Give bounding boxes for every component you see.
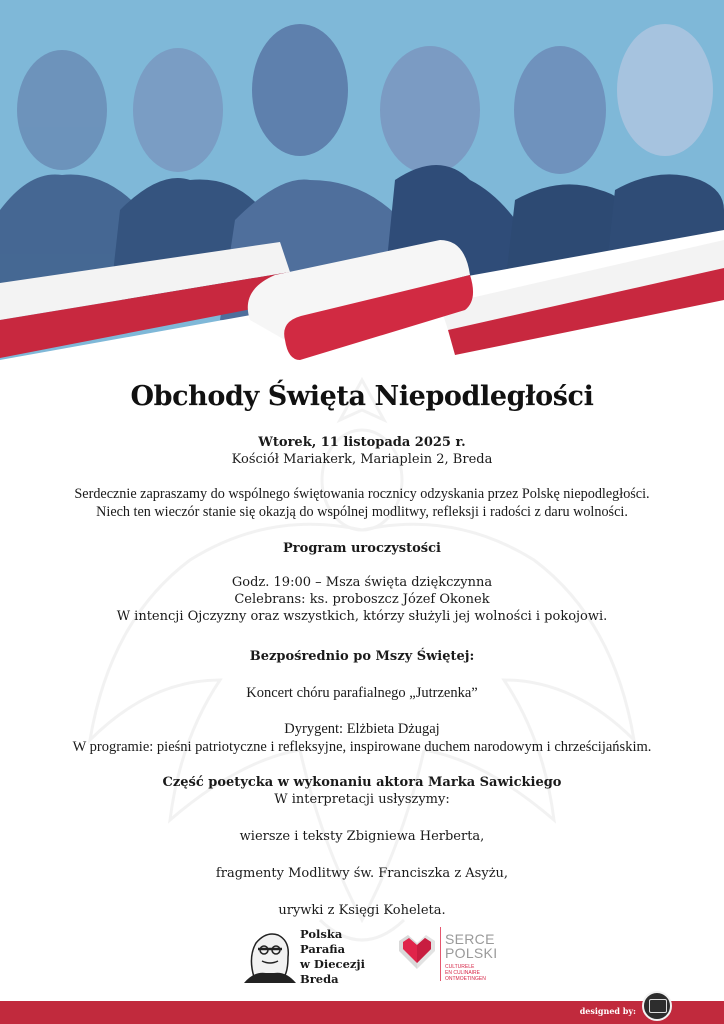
intro-line: Serdecznie zapraszamy do wspólnego świętowania rocznicy odzyskania przez Polskę niepodległości. <box>74 486 650 502</box>
program-heading: Program uroczystości <box>283 541 441 556</box>
poster-content <box>0 372 724 919</box>
serce-sub-line: ONTMOETINGEN <box>445 976 486 982</box>
event-location: Kościół Mariakerk, Mariaplein 2, Breda <box>231 452 493 467</box>
hero-banner <box>0 0 724 370</box>
page-title: Obchody Święta Niepodległości <box>130 381 594 412</box>
designer-badge-icon <box>642 991 672 1021</box>
intro-line: Niech ten wieczór stanie się okazją do wspólnej modlitwy, refleksji i radości z daru wolności. <box>96 504 628 520</box>
parish-name-line: Breda <box>300 972 339 986</box>
mass-line: W intencji Ojczyzny oraz wszystkich, którzy służyli jej wolności i pokojowi. <box>116 609 608 624</box>
poetry-intro: W interpretacji usłyszymy: <box>274 792 450 807</box>
designed-by-label: designed by: <box>579 1006 636 1016</box>
logo-divider <box>440 927 441 981</box>
mass-details <box>0 574 724 625</box>
serce-sub-line: CULTURELE <box>445 964 475 970</box>
serce-polski-title <box>445 932 497 960</box>
parish-portrait-logo <box>244 927 296 983</box>
concert-line: Koncert chóru parafialnego „Jutrzenka” <box>246 685 478 701</box>
conductor-line: Dyrygent: Elżbieta Dżugaj <box>284 721 440 737</box>
serce-title-line: POLSKI <box>445 945 498 961</box>
parish-name <box>300 927 365 987</box>
footer-bar <box>0 1001 724 1024</box>
poetry-heading: Część poetycka w wykonaniu aktora Marka Sawickiego <box>162 775 562 790</box>
after-mass-heading: Bezpośrednio po Mszy Świętej: <box>249 649 475 664</box>
hero-illustration <box>0 0 724 370</box>
parish-name-line: w Diecezji <box>300 957 365 971</box>
serce-sub-line: EN CULINAIRE <box>445 970 481 976</box>
serce-polski-subtitle <box>445 964 486 982</box>
mass-line: Godz. 19:00 – Msza święta dziękczynna <box>231 575 493 590</box>
concert-program-line: W programie: pieśni patriotyczne i refleksyjne, inspirowane duchem narodowym i chrześcijańskim. <box>72 739 652 755</box>
intro-text <box>0 485 724 521</box>
event-date: Wtorek, 11 listopada 2025 r. <box>258 435 466 450</box>
poetry-item: fragmenty Modlitwy św. Franciszka z Asyżu, <box>215 866 509 881</box>
parish-name-line: Parafia <box>300 942 346 956</box>
partner-logos <box>0 925 724 989</box>
poetry-item: wiersze i teksty Zbigniewa Herberta, <box>239 829 485 844</box>
parish-name-line: Polska <box>300 927 343 941</box>
serce-title-line: SERCE <box>445 931 495 947</box>
mass-line: Celebrans: ks. proboszcz Józef Okonek <box>234 592 490 607</box>
poetry-item: urywki z Księgi Koheleta. <box>278 903 446 918</box>
heart-logo-icon <box>396 931 438 973</box>
